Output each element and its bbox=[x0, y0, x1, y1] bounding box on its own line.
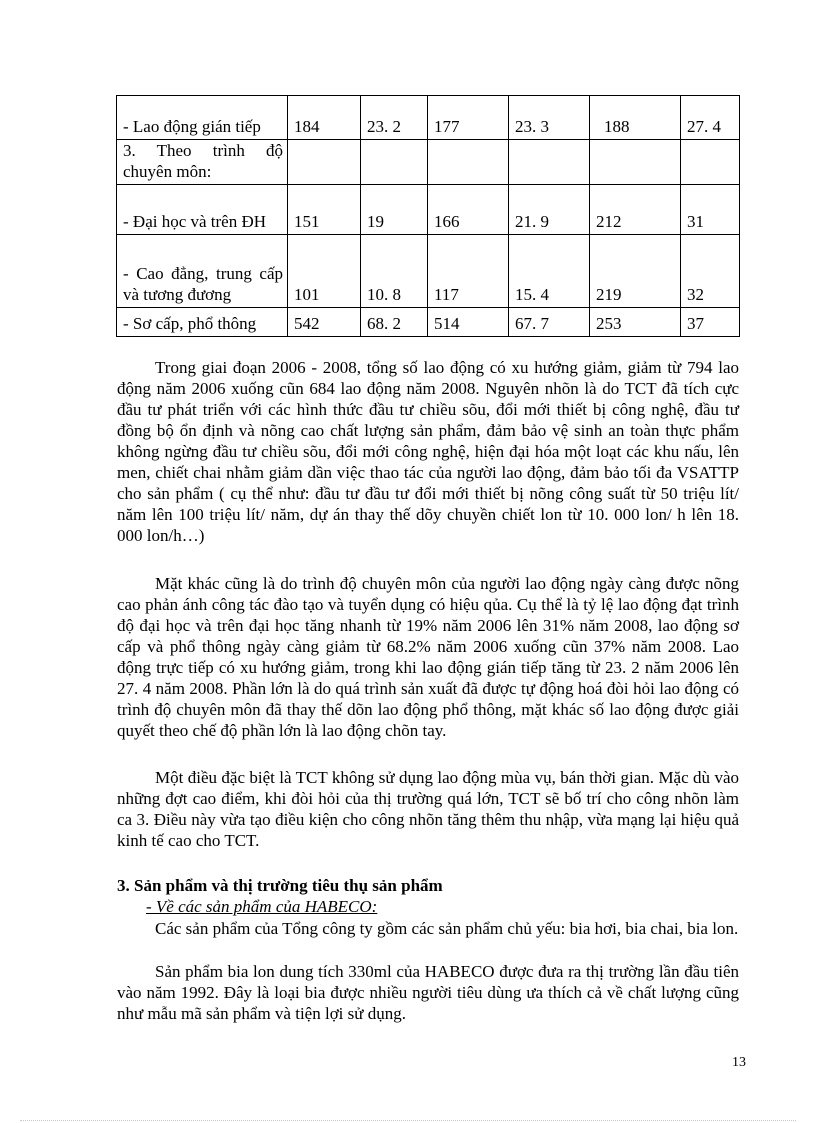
table-cell: 27. 4 bbox=[681, 96, 740, 140]
paragraph: Trong giai đoạn 2006 - 2008, tổng số lao động có xu hướng giảm, giảm từ 794 lao động năm 2006 xuống cũn 684 lao động năm 2008. Nguyên nhõn là do TCT đã tích cực đầu tư phát triển với các hình thức đầu tư chiều sõu, đổi mới thiết bị công nghệ, đầu tư đồng bộ ổn định và nõng cao chất lượng sản phẩm, đảm bảo vệ sinh an toàn thực phẩm không ngừng đầu tư chiều sõu, đổi mới công nghệ, hiện đại hóa một loạt các khu nấu, lên men, chiết chai nhằm giảm dần việc thao tác của người lao động, đảm bảo tối đa VSATTP cho sản phẩm ( cụ thể như: đầu tư đầu tư đổi mới thiết bị nõng công suất từ 50 triệu lít/ năm lên 100 triệu lít/ năm, dự án thay thế dõy chuyền chiết lon từ 10. 000 lon/ h lên 18. 000 lon/h…) bbox=[117, 358, 739, 545]
table-cell: 68. 2 bbox=[361, 308, 428, 337]
table-cell bbox=[681, 140, 740, 185]
table-cell bbox=[361, 140, 428, 185]
table-cell: 19 bbox=[361, 185, 428, 235]
table-row bbox=[117, 308, 740, 337]
table-cell: 151 bbox=[288, 185, 361, 235]
table-cell: 37 bbox=[681, 308, 740, 337]
table-cell: 23. 2 bbox=[361, 96, 428, 140]
table-row bbox=[117, 185, 740, 235]
table-cell bbox=[288, 140, 361, 185]
table-cell: 514 bbox=[428, 308, 509, 337]
labor-statistics-table bbox=[116, 95, 740, 337]
table-cell: 184 bbox=[288, 96, 361, 140]
table-cell: 219 bbox=[590, 235, 681, 308]
table-cell-label: 3. Theo trình độ chuyên môn: bbox=[117, 140, 288, 185]
paragraph: Một điều đặc biệt là TCT không sử dụng lao động mùa vụ, bán thời gian. Mặc dù vào những đợt cao điểm, khi đòi hỏi của thị trường quá lớn, TCT sẽ bố trí cho công nhõn làm ca 3. Điều này vừa tạo điều kiện cho công nhõn tăng thêm thu nhập, vừa mạng lại hiệu quả kinh tế cao cho TCT. bbox=[117, 768, 739, 850]
table-cell: 542 bbox=[288, 308, 361, 337]
table-cell: 15. 4 bbox=[509, 235, 590, 308]
table-cell: 177 bbox=[428, 96, 509, 140]
paragraph: Sản phẩm bia lon dung tích 330ml của HABECO được đưa ra thị trường lần đầu tiên vào năm 1992. Đây là loại bia được nhiều người tiêu dùng ưa thích cả về chất lượng cũng như mẫu mã sản phẩm và tiện lợi sử dụng. bbox=[117, 962, 739, 1023]
table-row bbox=[117, 235, 740, 308]
table-row bbox=[117, 140, 740, 185]
table-cell-label: - Sơ cấp, phổ thông bbox=[117, 308, 288, 337]
table-cell-label: - Cao đẳng, trung cấp và tương đương bbox=[117, 235, 288, 308]
table-cell: 117 bbox=[428, 235, 509, 308]
table-cell: 31 bbox=[681, 185, 740, 235]
table-cell: 67. 7 bbox=[509, 308, 590, 337]
table-cell: 253 bbox=[590, 308, 681, 337]
table-cell: 21. 9 bbox=[509, 185, 590, 235]
section-heading: 3. Sản phẩm và thị trường tiêu thụ sản phẩm bbox=[117, 876, 443, 895]
table-cell: 32 bbox=[681, 235, 740, 308]
table-cell: 101 bbox=[288, 235, 361, 308]
table-cell: 166 bbox=[428, 185, 509, 235]
table-cell bbox=[509, 140, 590, 185]
page-number: 13 bbox=[732, 1055, 746, 1070]
table-row bbox=[117, 96, 740, 140]
table-cell: 10. 8 bbox=[361, 235, 428, 308]
paragraph: Mặt khác cũng là do trình độ chuyên môn của người lao động ngày càng được nõng cao phản ánh công tác đào tạo và tuyển dụng có hiệu qủa. Cụ thể là tỷ lệ lao động đạt trình độ đại học và trên đại học tăng nhanh từ 19% năm 2006 lên 31% năm 2008, lao động sơ cấp và phổ thông ngày càng giảm từ 68.2% năm 2006 xuống cũn 37% năm 2008. Lao động trực tiếp có xu hướng giảm, trong khi lao động gián tiếp tăng từ 23. 2 năm 2006 lên 27. 4 năm 2008. Phần lớn là do quá trình sản xuất đã được tự động hoá đòi hỏi lao động có trình độ chuyên môn đã thay thế dõn lao động phổ thông, mặt khác số lao động được giải quyết theo chế độ phần lớn là lao động chõn tay. bbox=[117, 574, 739, 740]
page-footer-divider bbox=[20, 1120, 796, 1121]
table-cell: 188 bbox=[590, 96, 681, 140]
sub-heading: - Về các sản phẩm của HABECO: bbox=[146, 897, 378, 916]
table-cell-label: - Lao động gián tiếp bbox=[117, 96, 288, 140]
table-cell-label: - Đại học và trên ĐH bbox=[117, 185, 288, 235]
table-cell bbox=[590, 140, 681, 185]
paragraph: Các sản phẩm của Tổng công ty gồm các sản phẩm chủ yếu: bia hơi, bia chai, bia lon. bbox=[155, 919, 739, 938]
table-cell bbox=[428, 140, 509, 185]
table-cell: 212 bbox=[590, 185, 681, 235]
table-cell: 23. 3 bbox=[509, 96, 590, 140]
